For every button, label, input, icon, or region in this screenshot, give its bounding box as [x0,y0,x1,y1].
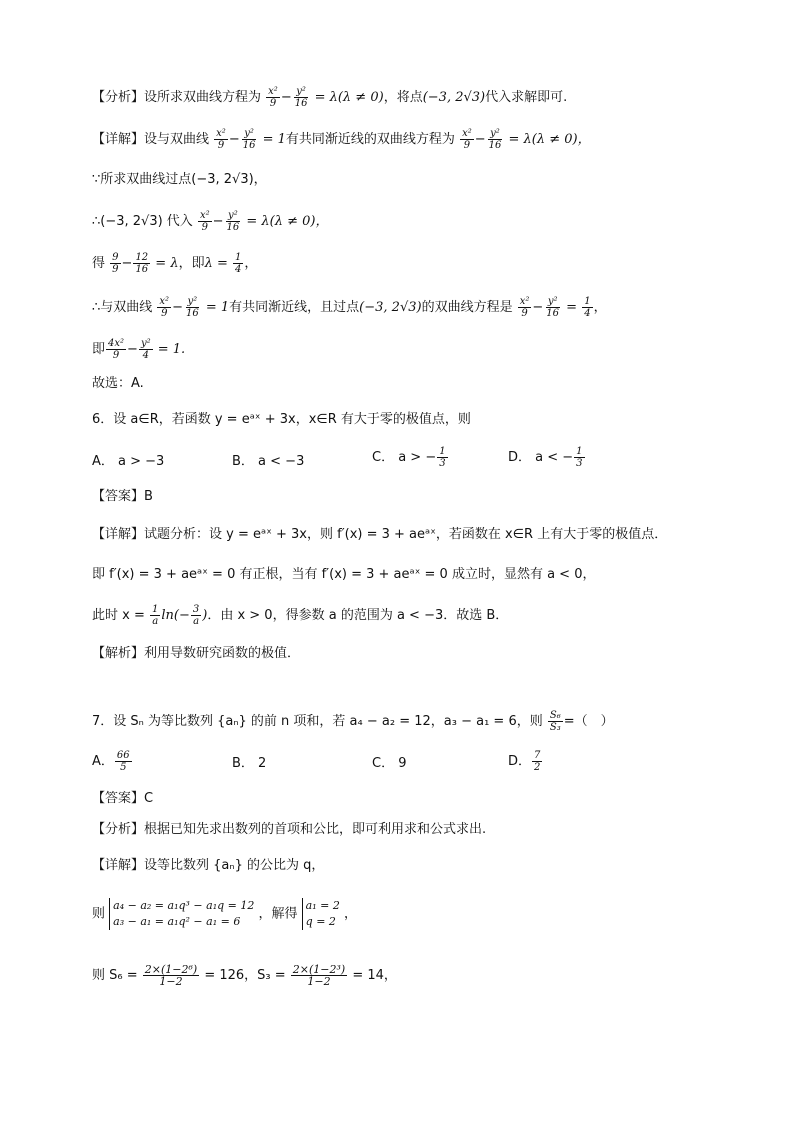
fraction: $\frac{\text{y²}}{16}$ [242,128,256,151]
fraction: $\frac{9}{9}$ [112,252,119,275]
fraction: $\frac{\text{x²}}{9}$ [216,128,226,151]
q6-option-b: B． a < −3 [232,454,305,469]
text: ， [343,906,357,922]
answer-value: B [144,489,153,504]
text: 则 S₆ = [92,968,138,983]
analysis-tag: 【分析】 [92,822,145,837]
text: ，解得 [258,906,298,922]
text: = 126，S₃ = [204,968,286,983]
q6-stem: 6．设 a∈R，若函数 y = eᵃˣ + 3x，x∈R 有大于零的极值点，则 [92,412,471,427]
q5-line4: 得 $\frac{9}{9}$ − $\frac{12}{16}$ = λ，即λ = $\frac{1}{4}$ ， [92,252,258,275]
equation: a₄ − a₂ = a₁q³ − a₁q = 12 [113,899,255,912]
text: 设等比数列 {aₙ} 的公比为 q， [144,858,325,873]
equation: q = 2 [305,915,336,928]
fraction: $\frac{\text{y²}}{16}$ [546,296,560,319]
detail-tag: 【详解】 [92,132,145,147]
answer-tag: 【答案】 [92,791,145,806]
text: 代入求解即可. [485,90,568,105]
fraction: $\frac{1}{a}$ [152,604,159,627]
q5-line6: 即 $\frac{\text{4x²}}{9}$ − $\frac{\text{y²}}{4}$ = 1. [92,338,186,361]
text: 7．设 Sₙ 为等比数列 {aₙ} 的前 n 项和，若 a₄ − a₂ = 12，a₃ − a₁ = 6，则 [92,714,543,729]
fraction: $\frac{\text{y²}}{16}$ [488,128,502,151]
fraction: $\frac{\text{x²}}{9}$ [159,296,170,319]
fraction: $\frac{3}{a}$ [192,604,200,627]
text: ∴(−3, 2√3) 代入 [92,214,193,229]
text: 则 [92,906,106,922]
fraction: $\frac{1}{4}$ [584,296,591,319]
q6-detail-1 [92,525,667,545]
q6-detail-3: 此时 x = $\frac{1}{a}$ ln(− $\frac{3}{a}$ )．由 x > 0，得参数 a 的范围为 a < −3．故选 B． [92,604,509,627]
q7-option-c: C． 9 [372,756,407,771]
text: 即 [92,342,106,357]
text: A． [92,754,114,769]
detail-tag: 【详解】 [92,858,145,873]
text: ，即 [178,256,205,271]
q7-system [92,898,357,930]
text: = 14， [352,968,397,983]
q7-option-b: B． 2 [232,756,267,771]
q6-option-a: A． a > −3 [92,454,165,469]
fraction: $\frac{\text{y²}}{16}$ [185,296,199,319]
text: 有共同渐近线的双曲线方程为 [285,132,455,147]
fraction: $\frac{7}{2}$ [534,750,541,773]
q7-detail [92,856,324,876]
text: ∴与双曲线 [92,300,153,315]
fraction: $\frac{\text{y²}}{16}$ [294,86,308,109]
text: 利用导数研究函数的极值． [144,646,301,661]
q7-option-d [508,750,543,773]
answer-tag: 【答案】 [92,489,145,504]
text: =（ ） [563,714,614,729]
text: D． [508,754,532,769]
text: C． a > − [372,450,437,465]
text: 根据已知先求出数列的首项和公比，即可利用求和公式求出. [144,822,487,837]
fraction: $\frac{\text{2×(1−2⁶)}}{1-2}$ [144,963,198,988]
text: 有共同渐近线，且过点 [229,300,360,315]
q5-line3: ∴(−3, 2√3) 代入 $\frac{\text{x²}}{9}$ − $\frac{\text{y²}}{16}$ = λ(λ ≠ 0)， [92,210,329,233]
q7-option-a [92,750,133,773]
q5-detail-line: 【详解】设与双曲线 $\frac{\text{x²}}{9}$ − $\frac{\text{y²}}{16}$ = 1有共同渐近线的双曲线方程为 $\frac{\text{x²}}{9}$ − $\frac{\text{y²}}{16}$ = λ(λ ≠ 0)， [92,128,591,151]
fraction: $\frac{\text{4x²}}{9}$ [108,338,125,361]
fraction: $\frac{\text{S₆}}{\text{S₃}}$ [549,710,561,733]
q5-line7: 故选：A. [92,376,144,391]
q7-analysis [92,820,486,840]
q5-line5: ∴与双曲线 $\frac{\text{x²}}{9}$ − $\frac{\text{y²}}{16}$ = 1有共同渐近线，且过点(−3, 2√3)的双曲线方程是 $\frac{\text{x²}}{9}$ − $\frac{\text{y²}}{16}$ = $\frac{1}{4}$ ， [92,296,607,319]
q6-answer [92,487,153,507]
fraction: $\frac{1}{4}$ [235,252,242,275]
fraction: $\frac{1}{3}$ [439,446,446,469]
text: D． a < − [508,450,574,465]
analysis-tag: 【分析】 [92,90,145,105]
equation: a₁ = 2 [305,899,340,912]
fraction: $\frac{12}{16}$ [135,252,149,275]
solution-system [302,898,340,930]
fraction: $\frac{\text{2×(1−2³)}}{1-2}$ [292,963,346,988]
fraction: $\frac{1}{3}$ [576,446,583,469]
text: 设与双曲线 [144,132,210,147]
q7-stem [92,710,614,733]
q7-answer [92,789,153,809]
text: ．由 x > 0，得参数 a 的范围为 a < −3．故选 B． [207,608,509,623]
q6-parse [92,644,300,664]
detail-tag: 【详解】 [92,527,145,542]
text: 此时 x = [92,608,145,623]
fraction: $\frac{66}{5}$ [116,750,130,773]
text: ，将点 [383,90,423,105]
parse-tag: 【解析】 [92,646,145,661]
text: 设所求双曲线方程为 [144,90,262,105]
q5-analysis-line: 【分析】设所求双曲线方程为 $\frac{\text{x²}}{9}$ − $\frac{\text{y²}}{16}$ = λ(λ ≠ 0)，将点(−3, 2√3)代入求解即可. [92,86,568,109]
equation: a₃ − a₁ = a₁q² − a₁ = 6 [113,915,241,928]
q5-line2: ∵所求双曲线过点(−3, 2√3)， [92,172,267,187]
q6-detail-2: 即 f′(x) = 3 + aeᵃˣ = 0 有正根，当有 f′(x) = 3 + aeᵃˣ = 0 成立时，显然有 a < 0， [92,567,596,582]
text: 得 [92,256,106,271]
q6-option-d [508,446,586,469]
fraction: $\frac{\text{x²}}{9}$ [199,210,210,233]
text: 试题分析：设 y = eᵃˣ + 3x，则 f′(x) = 3 + aeᵃˣ，若函数在 x∈R 上有大于零的极值点． [144,527,668,542]
fraction: $\frac{\text{x²}}{9}$ [268,86,278,109]
equation-system [109,898,254,930]
text: 的双曲线方程是 [421,300,513,315]
q7-sums [92,964,397,987]
answer-value: C [144,791,154,806]
fraction: $\frac{\text{y²}}{4}$ [140,338,151,361]
fraction: $\frac{\text{y²}}{16}$ [226,210,240,233]
q6-option-c [372,446,449,469]
fraction: $\frac{\text{x²}}{9}$ [519,296,530,319]
fraction: $\frac{\text{x²}}{9}$ [462,128,472,151]
